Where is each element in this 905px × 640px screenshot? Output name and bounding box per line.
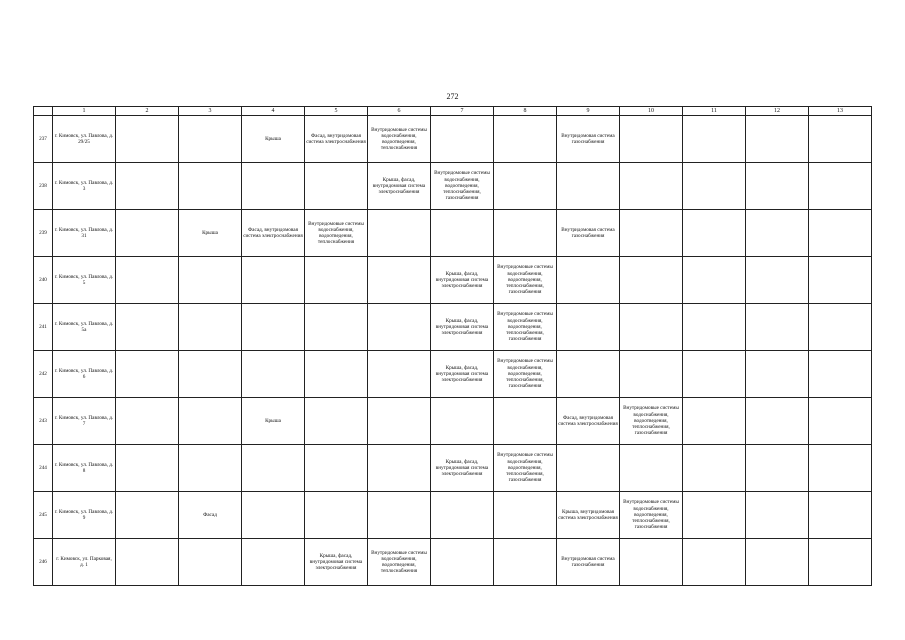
work-cell (746, 116, 809, 163)
work-cell: Фасад, внутридомовая система электроснабжения (557, 398, 620, 445)
column-header: 4 (242, 107, 305, 116)
work-cell (179, 116, 242, 163)
address-cell: г. Кимовск, ул. Павлова, д. 5а (53, 304, 116, 351)
work-cell: Крыша (179, 210, 242, 257)
address-cell: г. Кимовск, ул. Павлова, д. 31 (53, 210, 116, 257)
row-number: 241 (34, 304, 53, 351)
table-row (34, 304, 872, 351)
column-header: 13 (809, 107, 872, 116)
work-cell (683, 210, 746, 257)
table-row (34, 116, 872, 163)
work-cell (305, 445, 368, 492)
work-cell (305, 304, 368, 351)
work-cell (368, 257, 431, 304)
work-cell (368, 445, 431, 492)
row-number: 244 (34, 445, 53, 492)
work-cell (179, 163, 242, 210)
column-header: 5 (305, 107, 368, 116)
work-cell: Внутридомовая система газоснабжения (557, 210, 620, 257)
table-body (34, 116, 872, 586)
work-cell: Внутридомовые системы водоснабжения, водоотведения, теплоснабжения (368, 116, 431, 163)
work-cell: Внутридомовые системы водоснабжения, водоотведения, теплоснабжения (305, 210, 368, 257)
work-cell (179, 398, 242, 445)
work-cell (494, 398, 557, 445)
work-cell (494, 492, 557, 539)
work-cell (683, 445, 746, 492)
work-cell (620, 116, 683, 163)
column-header: 12 (746, 107, 809, 116)
work-cell (620, 257, 683, 304)
work-cell (494, 539, 557, 586)
work-cell (116, 492, 179, 539)
work-cell (683, 163, 746, 210)
address-cell: г. Кимовск, ул. Павлова, д. 3 (53, 163, 116, 210)
table-row (34, 539, 872, 586)
work-cell (683, 492, 746, 539)
work-cell (746, 257, 809, 304)
work-cell (431, 539, 494, 586)
work-cell (368, 210, 431, 257)
column-header: 8 (494, 107, 557, 116)
row-number: 237 (34, 116, 53, 163)
work-cell (809, 445, 872, 492)
work-cell (116, 351, 179, 398)
work-cell (809, 492, 872, 539)
table-row (34, 398, 872, 445)
table-row (34, 257, 872, 304)
work-cell (683, 351, 746, 398)
column-header: 3 (179, 107, 242, 116)
work-cell (305, 492, 368, 539)
work-cell (179, 257, 242, 304)
work-cell: Внутридомовые системы водоснабжения, водоотведения, теплоснабжения, газоснабжения (620, 398, 683, 445)
work-cell (746, 304, 809, 351)
work-cell (683, 116, 746, 163)
work-cell (242, 539, 305, 586)
work-cell: Внутридомовые системы водоснабжения, водоотведения, теплоснабжения, газоснабжения (494, 257, 557, 304)
column-number-row (34, 107, 872, 116)
work-cell (620, 304, 683, 351)
work-cell (557, 257, 620, 304)
table-row (34, 210, 872, 257)
table-row (34, 351, 872, 398)
work-cell (494, 116, 557, 163)
header-cell-blank (34, 107, 53, 116)
work-cell (116, 257, 179, 304)
work-cell: Крыша, фасад, внутридомовая система электроснабжения (431, 445, 494, 492)
work-cell: Фасад (179, 492, 242, 539)
column-header: 7 (431, 107, 494, 116)
table-row (34, 492, 872, 539)
address-cell: г. Кимовск, ул. Павлова, д. 5 (53, 257, 116, 304)
work-cell (557, 445, 620, 492)
work-cell (242, 492, 305, 539)
page-number: 272 (446, 92, 459, 101)
work-cell: Крыша, фасад, внутридомовая система электроснабжения (368, 163, 431, 210)
column-header: 11 (683, 107, 746, 116)
address-cell: г. Кимовск, ул. Павлова, д. 7 (53, 398, 116, 445)
work-cell (746, 492, 809, 539)
row-number: 238 (34, 163, 53, 210)
work-cell: Внутридомовые системы водоснабжения, водоотведения, теплоснабжения, газоснабжения (494, 304, 557, 351)
column-header: 6 (368, 107, 431, 116)
address-cell: г. Кимовск, ул. Павлова, д. 8 (53, 445, 116, 492)
work-cell (368, 304, 431, 351)
table-row (34, 163, 872, 210)
work-cell: Крыша (242, 116, 305, 163)
work-cell (746, 163, 809, 210)
work-cell (620, 351, 683, 398)
work-cell (494, 163, 557, 210)
row-number: 245 (34, 492, 53, 539)
work-cell (620, 163, 683, 210)
column-header: 2 (116, 107, 179, 116)
work-cell: Внутридомовая система газоснабжения (557, 539, 620, 586)
work-cell (242, 304, 305, 351)
row-number: 243 (34, 398, 53, 445)
work-cell (683, 257, 746, 304)
work-cell: Внутридомовые системы водоснабжения, водоотведения, теплоснабжения (368, 539, 431, 586)
work-cell (557, 304, 620, 351)
work-cell (746, 398, 809, 445)
work-cell (116, 539, 179, 586)
work-cell: Крыша, фасад, внутридомовая система электроснабжения (431, 257, 494, 304)
work-cell (242, 257, 305, 304)
row-number: 240 (34, 257, 53, 304)
work-cell (305, 257, 368, 304)
work-cell (179, 351, 242, 398)
address-cell: г. Кимовск, ул. Павлова, д. 9 (53, 492, 116, 539)
work-cell: Фасад, внутридомовая система электроснабжения (305, 116, 368, 163)
address-cell: г. Кимовск, ул. Павлова, д. 29/25 (53, 116, 116, 163)
work-cell (431, 492, 494, 539)
work-cell (809, 257, 872, 304)
work-cell (242, 163, 305, 210)
work-cell (305, 351, 368, 398)
work-cell (431, 398, 494, 445)
column-header: 9 (557, 107, 620, 116)
work-cell (494, 210, 557, 257)
work-cell (431, 116, 494, 163)
work-cell (620, 210, 683, 257)
work-cell (116, 304, 179, 351)
work-cell (683, 304, 746, 351)
work-cell: Крыша, фасад, внутридомовая система электроснабжения (305, 539, 368, 586)
work-cell: Внутридомовые системы водоснабжения, водоотведения, теплоснабжения, газоснабжения (620, 492, 683, 539)
work-cell: Крыша, внутридомовая система электроснабжения (557, 492, 620, 539)
row-number: 242 (34, 351, 53, 398)
work-cell (683, 398, 746, 445)
work-cell (431, 210, 494, 257)
column-header: 10 (620, 107, 683, 116)
work-cell (179, 539, 242, 586)
column-header: 1 (53, 107, 116, 116)
work-cell: Крыша, фасад, внутридомовая система электроснабжения (431, 304, 494, 351)
work-cell (809, 116, 872, 163)
work-cell (368, 492, 431, 539)
work-cell: Крыша, фасад, внутридомовая система электроснабжения (431, 351, 494, 398)
work-cell (809, 398, 872, 445)
work-cell (116, 116, 179, 163)
row-number: 246 (34, 539, 53, 586)
work-cell (368, 398, 431, 445)
work-cell: Внутридомовые системы водоснабжения, водоотведения, теплоснабжения, газоснабжения (431, 163, 494, 210)
row-number: 239 (34, 210, 53, 257)
work-cell (809, 210, 872, 257)
work-cell: Фасад, внутридомовая система электроснабжения (242, 210, 305, 257)
work-schedule-table (33, 106, 872, 586)
work-cell (746, 539, 809, 586)
address-cell: г. Кимовск, ул. Парковая, д. 1 (53, 539, 116, 586)
work-cell: Крыша (242, 398, 305, 445)
work-cell (809, 304, 872, 351)
work-cell (116, 163, 179, 210)
work-cell (116, 398, 179, 445)
work-cell (368, 351, 431, 398)
address-cell: г. Кимовск, ул. Павлова, д. 6 (53, 351, 116, 398)
work-cell (746, 445, 809, 492)
work-cell (116, 445, 179, 492)
work-cell (746, 351, 809, 398)
work-cell (746, 210, 809, 257)
work-cell (116, 210, 179, 257)
work-cell (683, 539, 746, 586)
work-cell: Внутридомовая система газоснабжения (557, 116, 620, 163)
work-cell (305, 163, 368, 210)
work-cell (809, 351, 872, 398)
work-cell: Внутридомовые системы водоснабжения, водоотведения, теплоснабжения, газоснабжения (494, 445, 557, 492)
work-cell (305, 398, 368, 445)
work-cell (620, 445, 683, 492)
work-cell (809, 539, 872, 586)
work-cell: Внутридомовые системы водоснабжения, водоотведения, теплоснабжения, газоснабжения (494, 351, 557, 398)
work-cell (179, 445, 242, 492)
work-cell (179, 304, 242, 351)
work-cell (242, 351, 305, 398)
work-cell (809, 163, 872, 210)
table-row (34, 445, 872, 492)
work-cell (620, 539, 683, 586)
work-cell (557, 163, 620, 210)
work-cell (242, 445, 305, 492)
work-cell (557, 351, 620, 398)
